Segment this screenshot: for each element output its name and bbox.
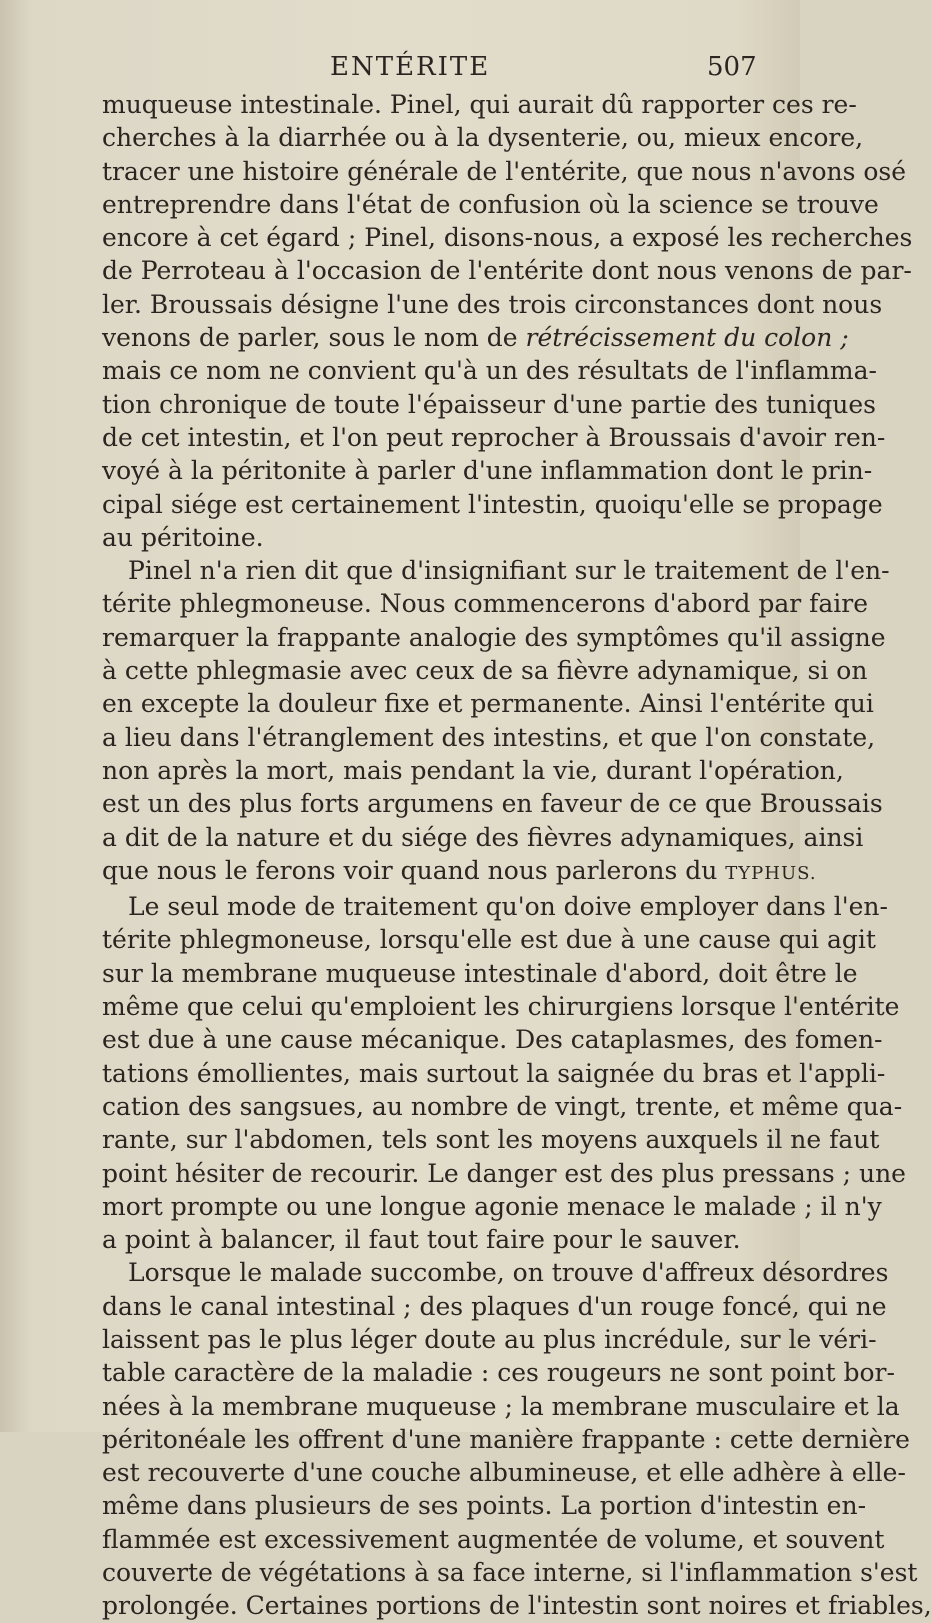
text-line: sur la membrane muqueuse intestinale d'abord, doit être le (102, 958, 858, 988)
running-title: ENTÉRITE (330, 52, 491, 82)
text-line: au péritoine. (102, 522, 264, 552)
text-line: que nous le ferons voir quand nous parlerons du TYPHUS. (102, 855, 817, 885)
text-line: en excepte la douleur fixe et permanente. Ainsi l'entérite qui (102, 689, 874, 719)
text-line: tracer une histoire générale de l'entérite, que nous n'avons osé (102, 156, 907, 186)
text-line: est un des plus forts argumens en faveur de ce que Broussais (102, 789, 883, 819)
paragraph (102, 88, 913, 554)
text-line: remarquer la frappante analogie des symptômes qu'il assigne (102, 622, 886, 652)
text-line: a lieu dans l'étranglement des intestins, et que l'on constate, (102, 722, 876, 752)
text-line: de Perroteau à l'occasion de l'entérite dont nous venons de par- (102, 256, 912, 286)
text-line: venons de parler, sous le nom de rétrécissement du colon ; (102, 323, 849, 353)
text-line: table caractère de la maladie : ces rougeurs ne sont point bor- (102, 1358, 895, 1388)
paragraph (102, 1256, 932, 1622)
page-header (0, 52, 800, 92)
text-line: est recouverte d'une couche albumineuse, et elle adhère à elle- (102, 1458, 906, 1488)
text-line: voyé à la péritonite à parler d'une inflammation dont le prin- (102, 456, 873, 486)
text-line: prolongée. Certaines portions de l'intestin sont noires et friables, (102, 1591, 932, 1621)
paragraph (102, 554, 890, 890)
text-line: Lorsque le malade succombe, on trouve d'affreux désordres (128, 1258, 889, 1288)
text-line: laissent pas le plus léger doute au plus incrédule, sur le véri- (102, 1324, 877, 1354)
text-line: tion chronique de toute l'épaisseur d'une partie des tuniques (102, 389, 876, 419)
text-line: rante, sur l'abdomen, tels sont les moyens auxquels il ne faut (102, 1125, 880, 1155)
text-line: péritonéale les offrent d'une manière frappante : cette dernière (102, 1424, 910, 1454)
text-line: flammée est excessivement augmentée de volume, et souvent (102, 1524, 885, 1554)
text-line: à cette phlegmasie avec ceux de sa fièvre adynamique, si on (102, 656, 868, 686)
text-line: entreprendre dans l'état de confusion où la science se trouve (102, 189, 879, 219)
text-line: mais ce nom ne convient qu'à un des résultats de l'inflamma- (102, 356, 877, 386)
text-line: muqueuse intestinale. Pinel, qui aurait dû rapporter ces re- (102, 90, 857, 119)
text-line: non après la mort, mais pendant la vie, durant l'opération, (102, 755, 844, 785)
text-line: Le seul mode de traitement qu'on doive employer dans l'en- (128, 892, 888, 922)
text-line: même que celui qu'emploient les chirurgiens lorsque l'entérite (102, 992, 900, 1022)
text-line: a dit de la nature et du siége des fièvres adynamiques, ainsi (102, 822, 864, 852)
text-line: de cet intestin, et l'on peut reprocher à Broussais d'avoir ren- (102, 422, 886, 452)
text-line: térite phlegmoneuse, lorsqu'elle est due à une cause qui agit (102, 925, 876, 955)
text-line: nées à la membrane muqueuse ; la membrane musculaire et la (102, 1391, 900, 1421)
text-line: térite phlegmoneuse. Nous commencerons d'abord par faire (102, 589, 869, 619)
text-line: mort prompte ou une longue agonie menace le malade ; il n'y (102, 1191, 882, 1221)
text-line: cation des sangsues, au nombre de vingt, trente, et même qua- (102, 1091, 903, 1121)
paragraph (102, 890, 906, 1256)
text-line: point hésiter de recourir. Le danger est des plus pressans ; une (102, 1158, 906, 1188)
text-line: a point à balancer, il faut tout faire pour le sauver. (102, 1225, 741, 1255)
text-body (102, 88, 932, 1623)
text-line: Pinel n'a rien dit que d'insignifiant sur le traitement de l'en- (128, 556, 890, 586)
text-line: dans le canal intestinal ; des plaques d'un rouge foncé, qui ne (102, 1291, 887, 1321)
page-number: 507 (707, 52, 757, 82)
text-line: cipal siége est certainement l'intestin, quoiqu'elle se propage (102, 489, 883, 519)
text-line: ler. Broussais désigne l'une des trois circonstances dont nous (102, 289, 883, 319)
text-line: est due à une cause mécanique. Des cataplasmes, des fomen- (102, 1025, 883, 1055)
text-line: cherches à la diarrhée ou à la dysenterie, ou, mieux encore, (102, 123, 864, 153)
text-line: même dans plusieurs de ses points. La portion d'intestin en- (102, 1491, 867, 1521)
text-line: encore à cet égard ; Pinel, disons-nous, a exposé les recherches (102, 223, 913, 253)
text-line: tations émollientes, mais surtout la saignée du bras et l'appli- (102, 1058, 886, 1088)
text-line: couverte de végétations à sa face interne, si l'inflammation s'est (102, 1558, 918, 1588)
